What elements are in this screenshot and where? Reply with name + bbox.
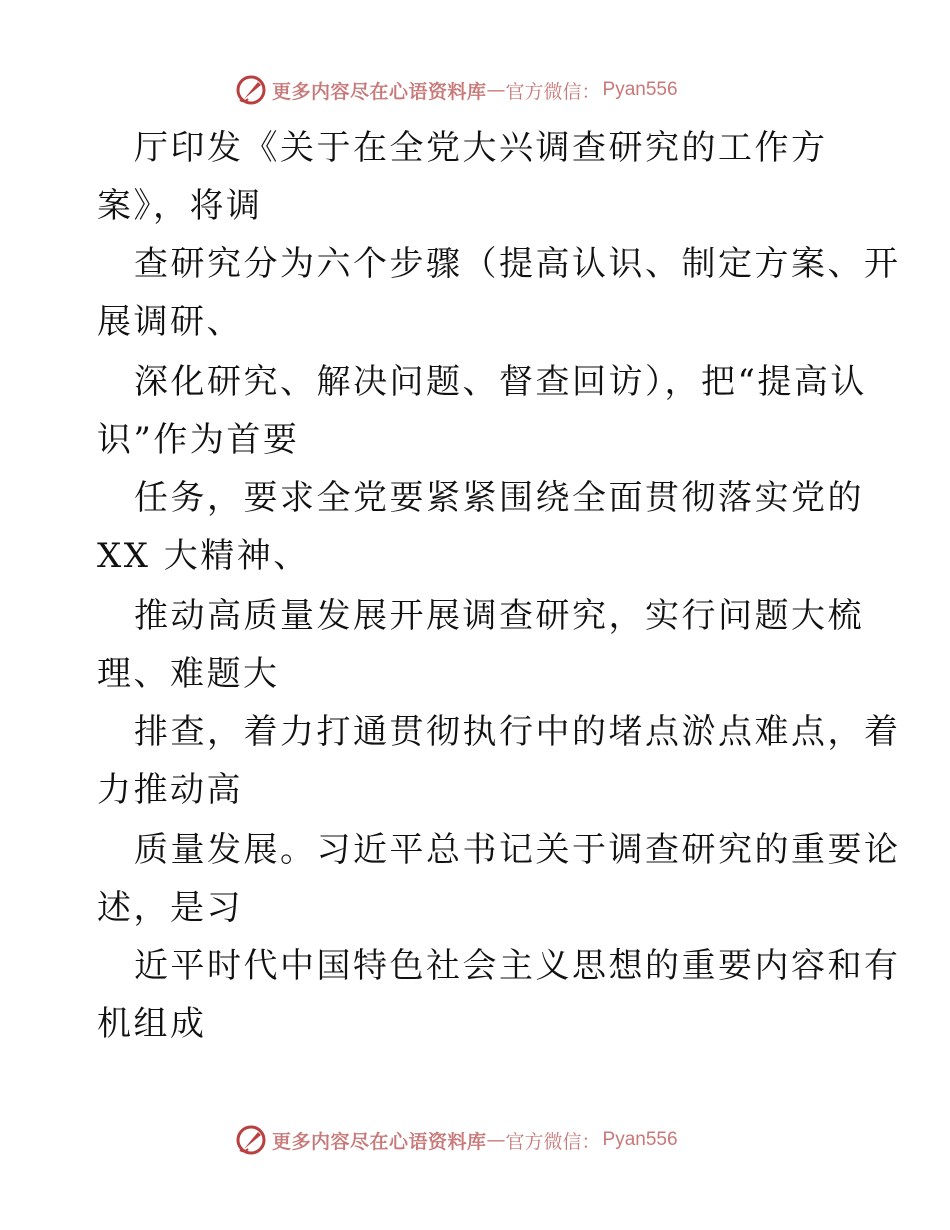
- body-line: 排查，着力打通贯彻执行中的堵点淤点难点，着: [134, 712, 901, 752]
- footer-banner: [234, 1120, 678, 1160]
- quill-logo-icon: [234, 73, 268, 107]
- banner-label: 官方微信：: [505, 1130, 601, 1153]
- body-line: XX 大精神、: [97, 536, 310, 576]
- header-banner: [234, 70, 678, 110]
- body-line: 近平时代中国特色社会主义思想的重要内容和有: [134, 946, 901, 986]
- body-line: 识”作为首要: [97, 420, 300, 460]
- banner-separator: —: [486, 1129, 506, 1151]
- body-line: 任务，要求全党要紧紧围绕全面贯彻落实党的: [134, 478, 864, 518]
- banner-wechat-id: Pyan556: [602, 1129, 678, 1150]
- body-line: 深化研究、解决问题、督查回访），把“提高认: [134, 362, 867, 402]
- body-line: 理、难题大: [97, 654, 280, 694]
- banner-separator: —: [486, 79, 506, 101]
- body-line: 质量发展。习近平总书记关于调查研究的重要论: [134, 830, 901, 870]
- banner-wechat-id: Pyan556: [602, 79, 678, 100]
- body-line: 案》，将调: [97, 186, 263, 226]
- body-line: 推动高质量发展开展调查研究，实行问题大梳: [134, 596, 864, 636]
- body-line: 厅印发《关于在全党大兴调查研究的工作方: [134, 128, 828, 168]
- body-line: 展调研、: [97, 302, 243, 342]
- quill-logo-icon: [234, 1123, 268, 1157]
- body-line: 机组成: [97, 1004, 207, 1044]
- banner-text: 更多内容尽在心语资料库: [272, 80, 487, 103]
- banner-label: 官方微信：: [505, 80, 601, 103]
- body-line: 力推动高: [97, 770, 243, 810]
- body-line: 查研究分为六个步骤（提高认识、制定方案、开: [134, 244, 901, 284]
- banner-text: 更多内容尽在心语资料库: [272, 1130, 487, 1153]
- body-line: 述，是习: [97, 888, 243, 928]
